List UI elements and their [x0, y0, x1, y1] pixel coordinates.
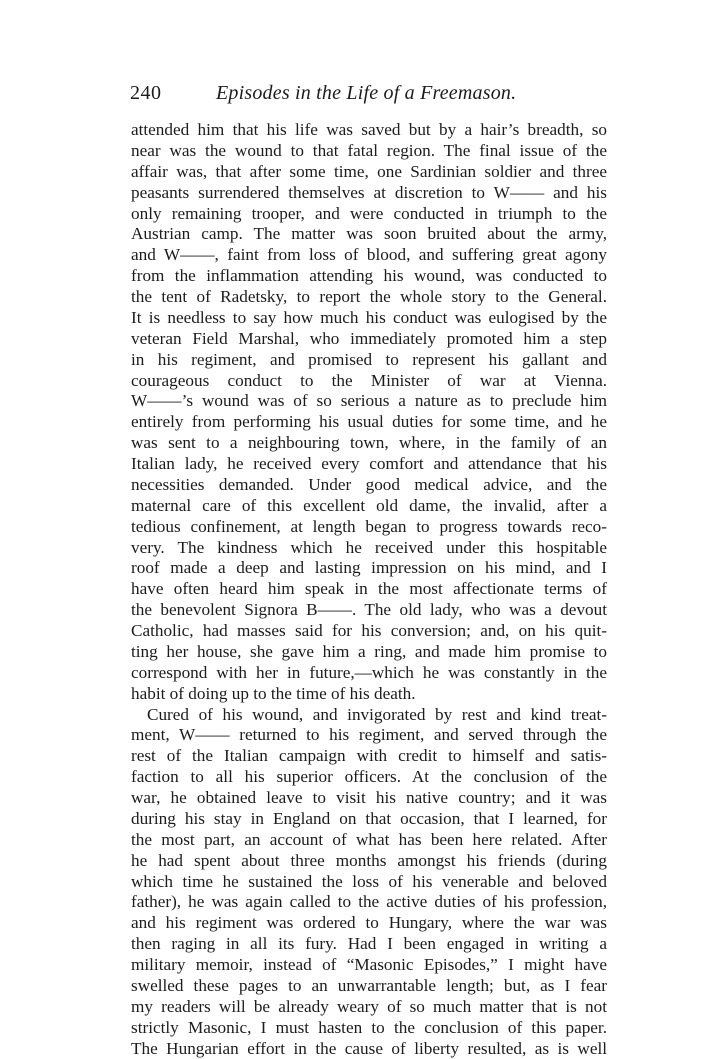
text-line: and his regiment was ordered to Hungary, where the war was — [131, 913, 607, 934]
text-line: It is needless to say how much his conduct was eulogised by the — [131, 308, 607, 329]
text-line: rest of the Italian campaign with credit to himself and satis- — [131, 746, 607, 767]
running-title: Episodes in the Life of a Freemason. — [216, 82, 516, 105]
text-line: ment, W—— returned to his regiment, and served through the — [131, 725, 607, 746]
text-line: W——’s wound was of so serious a nature as to preclude him — [131, 391, 607, 412]
text-line: The Hungarian effort in the cause of liberty resulted, as is well — [131, 1039, 607, 1059]
text-line: necessities demanded. Under good medical advice, and the — [131, 475, 607, 496]
text-line: which time he sustained the loss of his venerable and beloved — [131, 872, 607, 893]
text-line: only remaining trooper, and were conducted in triumph to the — [131, 204, 607, 225]
text-line: my readers will be already weary of so much matter that is not — [131, 997, 607, 1018]
text-line: near was the wound to that fatal region. The final issue of the — [131, 141, 607, 162]
text-line: father), he was again called to the active duties of his profession, — [131, 892, 607, 913]
text-line: attended him that his life was saved but by a hair’s breadth, so — [131, 120, 607, 141]
text-line: the tent of Radetsky, to report the whole story to the General. — [131, 287, 607, 308]
text-line: the most part, an account of what has been here related. After — [131, 830, 607, 851]
text-line: military memoir, instead of “Masonic Episodes,” I might have — [131, 955, 607, 976]
text-line: Catholic, had masses said for his conversion; and, on his quit- — [131, 621, 607, 642]
text-line: veteran Field Marshal, who immediately promoted him a step — [131, 329, 607, 350]
text-line: entirely from performing his usual duties for some time, and he — [131, 412, 607, 433]
text-line: war, he obtained leave to visit his native country; and it was — [131, 788, 607, 809]
page-number: 240 — [130, 82, 162, 105]
running-head — [130, 82, 606, 108]
text-line: have often heard him speak in the most affectionate terms of — [131, 579, 607, 600]
text-line: the benevolent Signora B——. The old lady, who was a devout — [131, 600, 607, 621]
text-line: affair was, that after some time, one Sardinian soldier and three — [131, 162, 607, 183]
text-line: tedious confinement, at length began to progress towards reco- — [131, 517, 607, 538]
paragraph-end-line: habit of doing up to the time of his death. — [131, 684, 607, 705]
text-line: was sent to a neighbouring town, where, in the family of an — [131, 433, 607, 454]
text-line: Austrian camp. The matter was soon bruited about the army, — [131, 224, 607, 245]
paragraph-start-line: Cured of his wound, and invigorated by rest and kind treat- — [131, 705, 607, 726]
text-line: from the inflammation attending his wound, was conducted to — [131, 266, 607, 287]
text-line: correspond with her in future,—which he was constantly in the — [131, 663, 607, 684]
text-line: in his regiment, and promised to represent his gallant and — [131, 350, 607, 371]
text-line: swelled these pages to an unwarrantable length; but, as I fear — [131, 976, 607, 997]
text-line: courageous conduct to the Minister of war at Vienna. — [131, 371, 607, 392]
text-line: and W——, faint from loss of blood, and suffering great agony — [131, 245, 607, 266]
text-line: during his stay in England on that occasion, that I learned, for — [131, 809, 607, 830]
text-line: roof made a deep and lasting impression on his mind, and I — [131, 558, 607, 579]
text-line: Italian lady, he received every comfort and attendance that his — [131, 454, 607, 475]
text-line: faction to all his superior officers. At the conclusion of the — [131, 767, 607, 788]
body-text — [131, 120, 607, 1059]
text-line: peasants surrendered themselves at discretion to W—— and his — [131, 183, 607, 204]
text-line: strictly Masonic, I must hasten to the conclusion of this paper. — [131, 1018, 607, 1039]
text-line: ting her house, she gave him a ring, and made him promise to — [131, 642, 607, 663]
text-line: very. The kindness which he received under this hospitable — [131, 538, 607, 559]
text-line: he had spent about three months amongst his friends (during — [131, 851, 607, 872]
text-line: then raging in all its fury. Had I been engaged in writing a — [131, 934, 607, 955]
text-line: maternal care of this excellent old dame, the invalid, after a — [131, 496, 607, 517]
